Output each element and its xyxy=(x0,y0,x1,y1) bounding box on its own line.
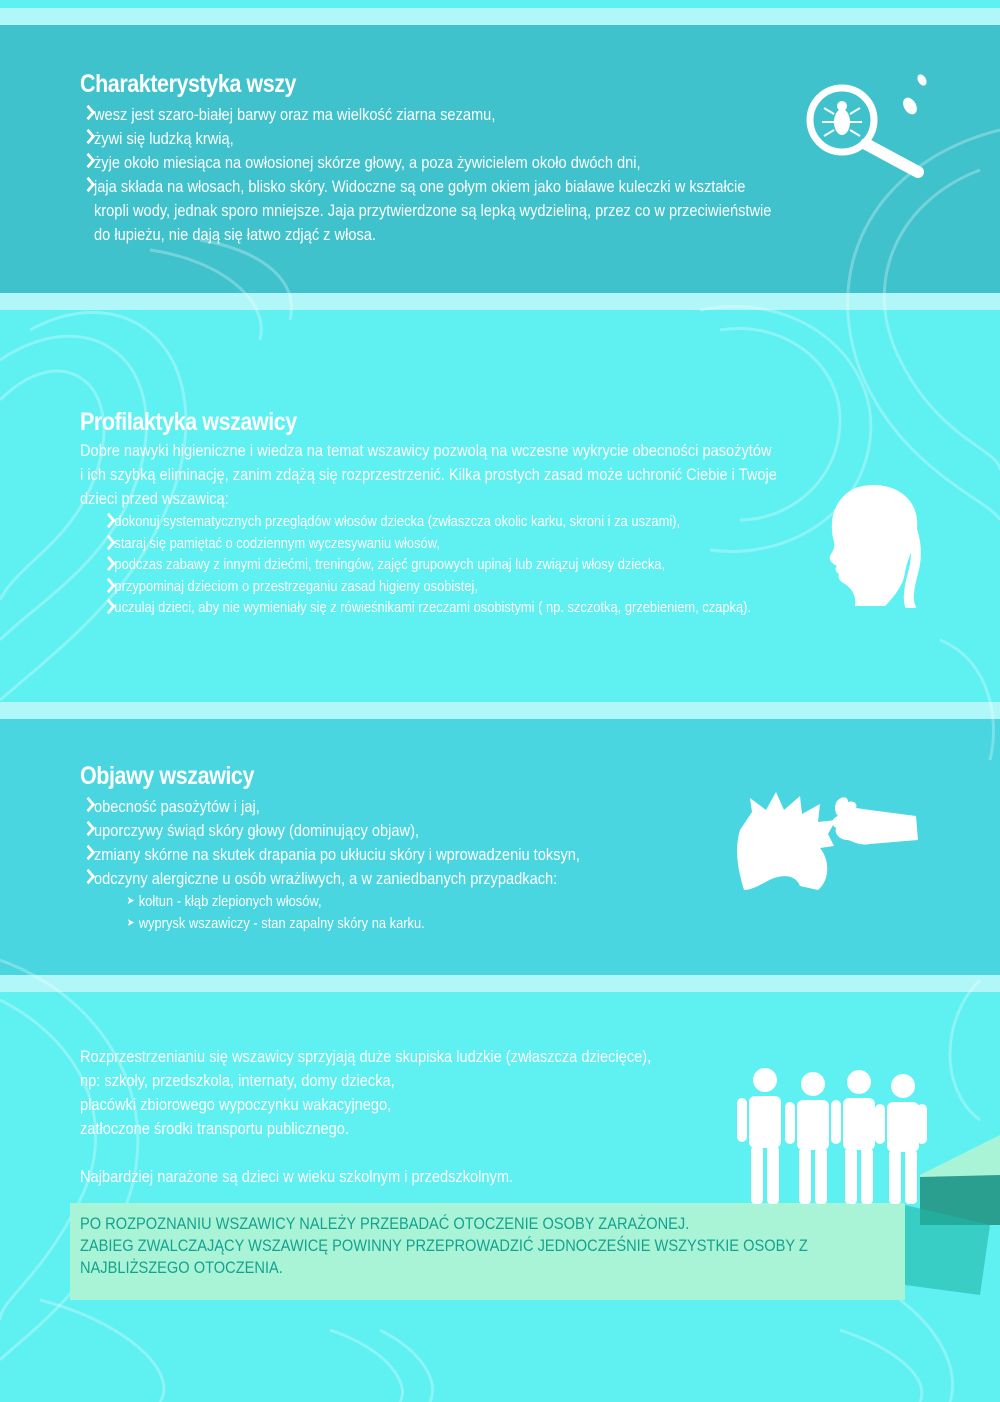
spread-line: Rozprzestrzenianiu się wszawicy sprzyjają duże skupiska ludzkie (zwłaszcza dziecięce), xyxy=(80,1047,652,1066)
list-item xyxy=(94,795,580,819)
list-item-text: uczulaj dzieci, aby nie wymieniały się z rówieśnikami rzeczami osobistymi ( np. szczotką, grzebieniem, czapką). xyxy=(114,599,752,616)
spread-line: placówki zbiorowego wypoczynku wakacyjnego, xyxy=(80,1095,392,1114)
list-item xyxy=(114,511,777,533)
continuation-line: kropli wody, jednak sporo mniejsze. Jaja przytwierdzone są lepką wydzieliną, przez co w przeciwieństwie xyxy=(94,201,772,220)
list-item xyxy=(114,554,777,576)
list-item-text: żywi się ludzką krwią, xyxy=(94,129,234,148)
prevention-section xyxy=(80,408,890,619)
list-item-text: wesz jest szaro-białej barwy oraz ma wielkość ziarna sezamu, xyxy=(94,105,496,124)
list-item-text: żyje około miesiąca na owłosionej skórze głowy, a poza żywicielem około dwóch dni, xyxy=(94,153,641,172)
list-item-text: zmiany skórne na skutek drapania po ukłuciu skóry i wprowadzeniu toksyn, xyxy=(94,845,580,864)
list-item xyxy=(94,819,580,843)
list-item xyxy=(94,867,580,891)
banner-line: PO ROZPOZNANIU WSZAWICY NALEŻY PRZEBADAĆ OTOCZENIE OSOBY ZARAŻONEJ. xyxy=(80,1214,690,1233)
magnifier-louse-icon xyxy=(800,72,940,182)
intro-line: Dobre nawyki higieniczne i wiedza na temat wszawicy pozwolą na wczesne wykrycie obecności pasożytów xyxy=(80,441,772,460)
list-item xyxy=(94,175,771,199)
intro-line: i ich szybką eliminację, zanim zdążą się rozprzestrzenić. Kilka prostych zasad może uchronić Ciebie i Twoje xyxy=(80,465,777,484)
symptoms-section xyxy=(80,762,659,934)
prevention-title: Profilaktyka wszawicy xyxy=(80,408,297,436)
symptoms-sublist xyxy=(126,891,580,934)
list-item-text: odczyny alergiczne u osób wrażliwych, a w zaniedbanych przypadkach: xyxy=(94,869,558,888)
list-item-text: obecność pasożytów i jaj, xyxy=(94,797,260,816)
banner-line: NAJBLIŻSZEGO OTOCZENIA. xyxy=(80,1258,283,1277)
list-item xyxy=(94,127,771,151)
intro-line: dzieci przed wszawicą: xyxy=(80,489,229,508)
list-item-text: przypominaj dzieciom o przestrzeganiu zasad higieny osobistej, xyxy=(114,577,478,595)
arrowhead-icon: ➤ xyxy=(126,895,135,907)
spread-line: np: szkoły, przedszkola, internaty, domy dziecka, xyxy=(80,1071,395,1090)
spread-body xyxy=(80,1045,651,1189)
symptoms-body xyxy=(94,795,580,934)
banner-text xyxy=(80,1213,808,1279)
characteristics-list xyxy=(94,103,771,199)
characteristics-continuation xyxy=(94,199,771,247)
list-item xyxy=(94,843,580,867)
sublist-item-text: wyprysk wszawiczy - stan zapalny skóry na karku. xyxy=(138,914,425,932)
stripe-4 xyxy=(0,975,1000,992)
top-stripe xyxy=(0,8,1000,25)
arrowhead-icon: ➤ xyxy=(126,916,135,929)
stripe-2 xyxy=(0,293,1000,310)
group-of-children-icon xyxy=(735,1068,930,1206)
sublist-item xyxy=(126,913,580,935)
characteristics-title: Charakterystyka wszy xyxy=(80,70,297,98)
banner-line: ZABIEG ZWALCZAJĄCY WSZAWICĘ POWINNY PRZEPROWADZIĆ JEDNOCZEŚNIE WSZYSTKIE OSOBY Z xyxy=(80,1236,808,1255)
list-item-text: jaja składa na włosach, blisko skóry. Widoczne są one gołym okiem jako białawe kuleczki w kształcie xyxy=(94,177,746,196)
list-item-text: uporczywy świąd skóry głowy (dominujący objaw), xyxy=(94,821,420,840)
continuation-line: do łupieżu, nie dają się łatwo zdjąć z włosa. xyxy=(94,225,376,244)
girl-braid-silhouette-icon xyxy=(815,478,930,608)
list-item-text: podczas zabawy z innymi dziećmi, treningów, zajęć grupowych upinaj lub związuj włosy dziecka, xyxy=(114,556,666,573)
stripe-3 xyxy=(0,702,1000,719)
sublist-item-text: kołtun - kłąb zlepionych włosów, xyxy=(138,893,322,910)
characteristics-section xyxy=(80,70,882,247)
list-item xyxy=(94,151,771,175)
spread-section xyxy=(80,1045,744,1189)
sublist-item xyxy=(126,891,580,913)
list-item-text: staraj się pamiętać o codziennym wyczesywaniu włosów, xyxy=(114,534,440,552)
prevention-body xyxy=(80,439,777,619)
spread-line: zatłoczone środki transportu publicznego. xyxy=(80,1119,350,1138)
prevention-list xyxy=(114,511,777,619)
prevention-intro xyxy=(80,439,777,511)
list-item xyxy=(114,576,777,598)
list-item xyxy=(114,597,777,619)
symptoms-list xyxy=(94,795,580,891)
spread-text xyxy=(80,1045,651,1141)
list-item-text: dokonuj systematycznych przeglądów włosów dziecka (zwłaszcza okolic karku, skroni i za uszami), xyxy=(114,513,681,530)
warning-banner xyxy=(70,1203,905,1300)
list-item xyxy=(114,533,777,555)
scratching-head-icon xyxy=(730,790,920,895)
list-item xyxy=(94,103,771,127)
symptoms-title: Objawy wszawicy xyxy=(80,762,255,790)
spread-note: Najbardziej narażone są dzieci w wieku szkolnym i przedszkolnym. xyxy=(80,1167,514,1186)
characteristics-body xyxy=(94,103,771,247)
